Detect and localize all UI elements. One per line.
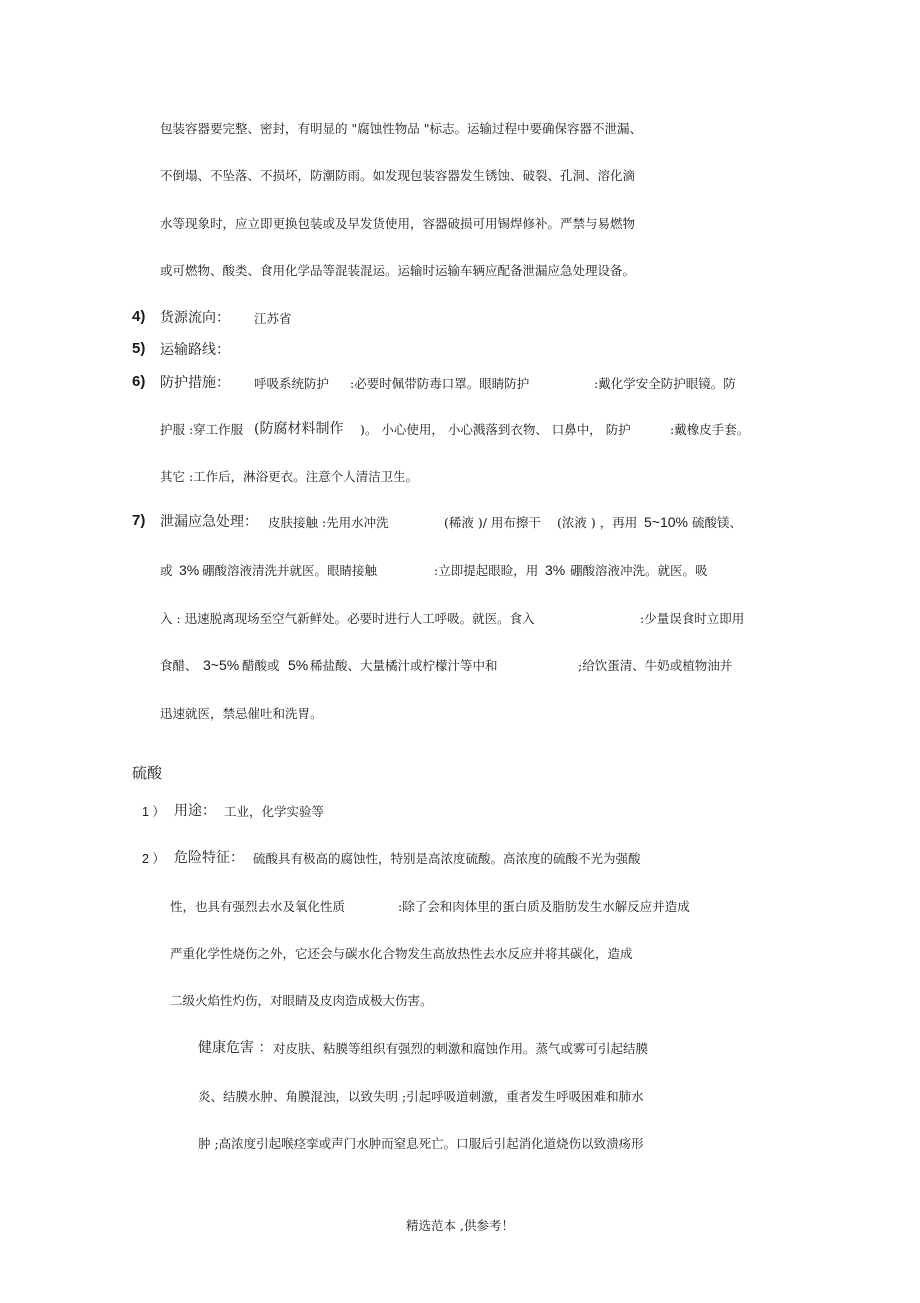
text-segment: 或 xyxy=(160,563,173,578)
text-segment: 5~10% xyxy=(644,514,688,530)
section-title: 硫酸 xyxy=(132,764,163,782)
text-segment: 硼酸溶液清洗并就医。眼睛接触 xyxy=(202,563,378,578)
item-label: 货源流向： xyxy=(160,310,230,326)
text-segment: (稀液 )/ 用布擦干 xyxy=(444,515,541,530)
paragraph-line: 不倒塌、不坠落、不损坏，防潮防雨。如发现包装容器发生锈蚀、破裂、孔洞、溶化滴 xyxy=(160,168,636,183)
item-number: 2 ） xyxy=(142,852,165,866)
text-segment: (防腐材料制作 xyxy=(254,421,344,437)
paragraph-line: 水等现象时，应立即更换包装或及早发货使用，容器破损可用锡焊修补。严禁与易燃物 xyxy=(160,216,636,231)
text-segment: 入 : 迅速脱离现场至空气新鲜处。必要时进行人工呼吸。就医。食入 xyxy=(160,611,535,626)
text-segment: 3% xyxy=(545,562,566,578)
item-value: 工业，化学实验等 xyxy=(224,804,325,819)
text-segment: :戴化学安全防护眼镜。防 xyxy=(594,376,736,391)
item-label: 运输路线： xyxy=(160,342,230,358)
text-segment: 呼吸系统防护 xyxy=(254,376,330,391)
text-segment: :除了会和肉体里的蛋白质及脂肪发生水解反应并造成 xyxy=(398,899,690,914)
text-segment: 对皮肤、粘膜等组织有强烈的刺激和腐蚀作用。蒸气或雾可引起结膜 xyxy=(273,1041,649,1056)
item-number: 1 ） xyxy=(142,805,165,819)
text-segment: 稀盐酸、大量橘汁或柠檬汁等中和 xyxy=(310,658,498,673)
item-number: 7) xyxy=(132,512,146,529)
item-number: 5) xyxy=(132,340,146,357)
text-segment: 3% xyxy=(179,562,200,578)
text-segment: 肿 ;高浓度引起喉痉挛或声门水肿而窒息死亡。口服后引起消化道烧伤以致溃疡形 xyxy=(198,1136,644,1151)
text-segment: 皮肤接触 :先用水冲洗 xyxy=(268,515,389,530)
text-segment: 硫酸具有极高的腐蚀性，特别是高浓度硫酸。高浓度的硫酸不光为强酸 xyxy=(253,851,641,866)
text-segment: (浓液 ) ，再用 xyxy=(557,515,638,530)
text-segment: 食醋、 xyxy=(160,658,198,673)
item-label: 用途： xyxy=(174,803,216,819)
paragraph-line: 包装容器要完整、密封，有明显的 "腐蚀性物品 "标志。运输过程中要确保容器不泄漏、 xyxy=(160,121,642,136)
text-segment: 其它 :工作后，淋浴更衣。注意个人清洁卫生。 xyxy=(160,469,419,484)
page-footer: 精选范本 ,供参考！ xyxy=(406,1218,514,1233)
text-segment: 性，也具有强烈去水及氧化性质 xyxy=(170,899,346,914)
text-segment: 护服 :穿工作服 xyxy=(160,422,244,437)
item-value: 江苏省 xyxy=(254,311,292,326)
text-segment: 炎、结膜水肿、角膜混浊，以致失明 ;引起呼吸道刺激，重者发生呼吸困难和肺水 xyxy=(198,1089,644,1104)
health-label: 健康危害 ： xyxy=(198,1040,273,1056)
text-segment: :戴橡皮手套。 xyxy=(670,422,750,437)
text-segment: :立即提起眼睑，用 xyxy=(434,563,539,578)
text-segment: )。 小心使用， 小心溅落到衣物、 口鼻中， 防护 xyxy=(360,422,631,437)
text-segment: 醋酸或 xyxy=(242,658,280,673)
item-number: 4) xyxy=(132,308,146,325)
text-segment: :少量误食时立即用 xyxy=(640,611,745,626)
text-segment: ;给饮蛋清、牛奶或植物油并 xyxy=(578,658,733,673)
text-segment: 3~5% xyxy=(203,657,240,673)
text-segment: 5% xyxy=(288,657,309,673)
item-number: 6) xyxy=(132,373,146,390)
text-segment: 硫酸镁、 xyxy=(692,515,743,530)
paragraph-line: 或可燃物、酸类、食用化学品等混装混运。运输时运输车辆应配备泄漏应急处理设备。 xyxy=(160,263,636,278)
text-segment: 硼酸溶液冲洗。就医。吸 xyxy=(570,563,708,578)
item-label: 泄漏应急处理： xyxy=(160,514,258,530)
text-segment: 二级火焰性灼伤，对眼睛及皮肉造成极大伤害。 xyxy=(170,993,433,1008)
text-segment: 严重化学性烧伤之外，它还会与碳水化合物发生高放热性去水反应并将其碳化，造成 xyxy=(170,946,633,961)
text-segment: 迅速就医，禁忌催吐和洗胃。 xyxy=(160,706,323,721)
item-label: 危险特征： xyxy=(174,850,244,866)
item-label: 防护措施： xyxy=(160,375,230,391)
text-segment: :必要时佩带防毒口罩。眼睛防护 xyxy=(350,376,530,391)
